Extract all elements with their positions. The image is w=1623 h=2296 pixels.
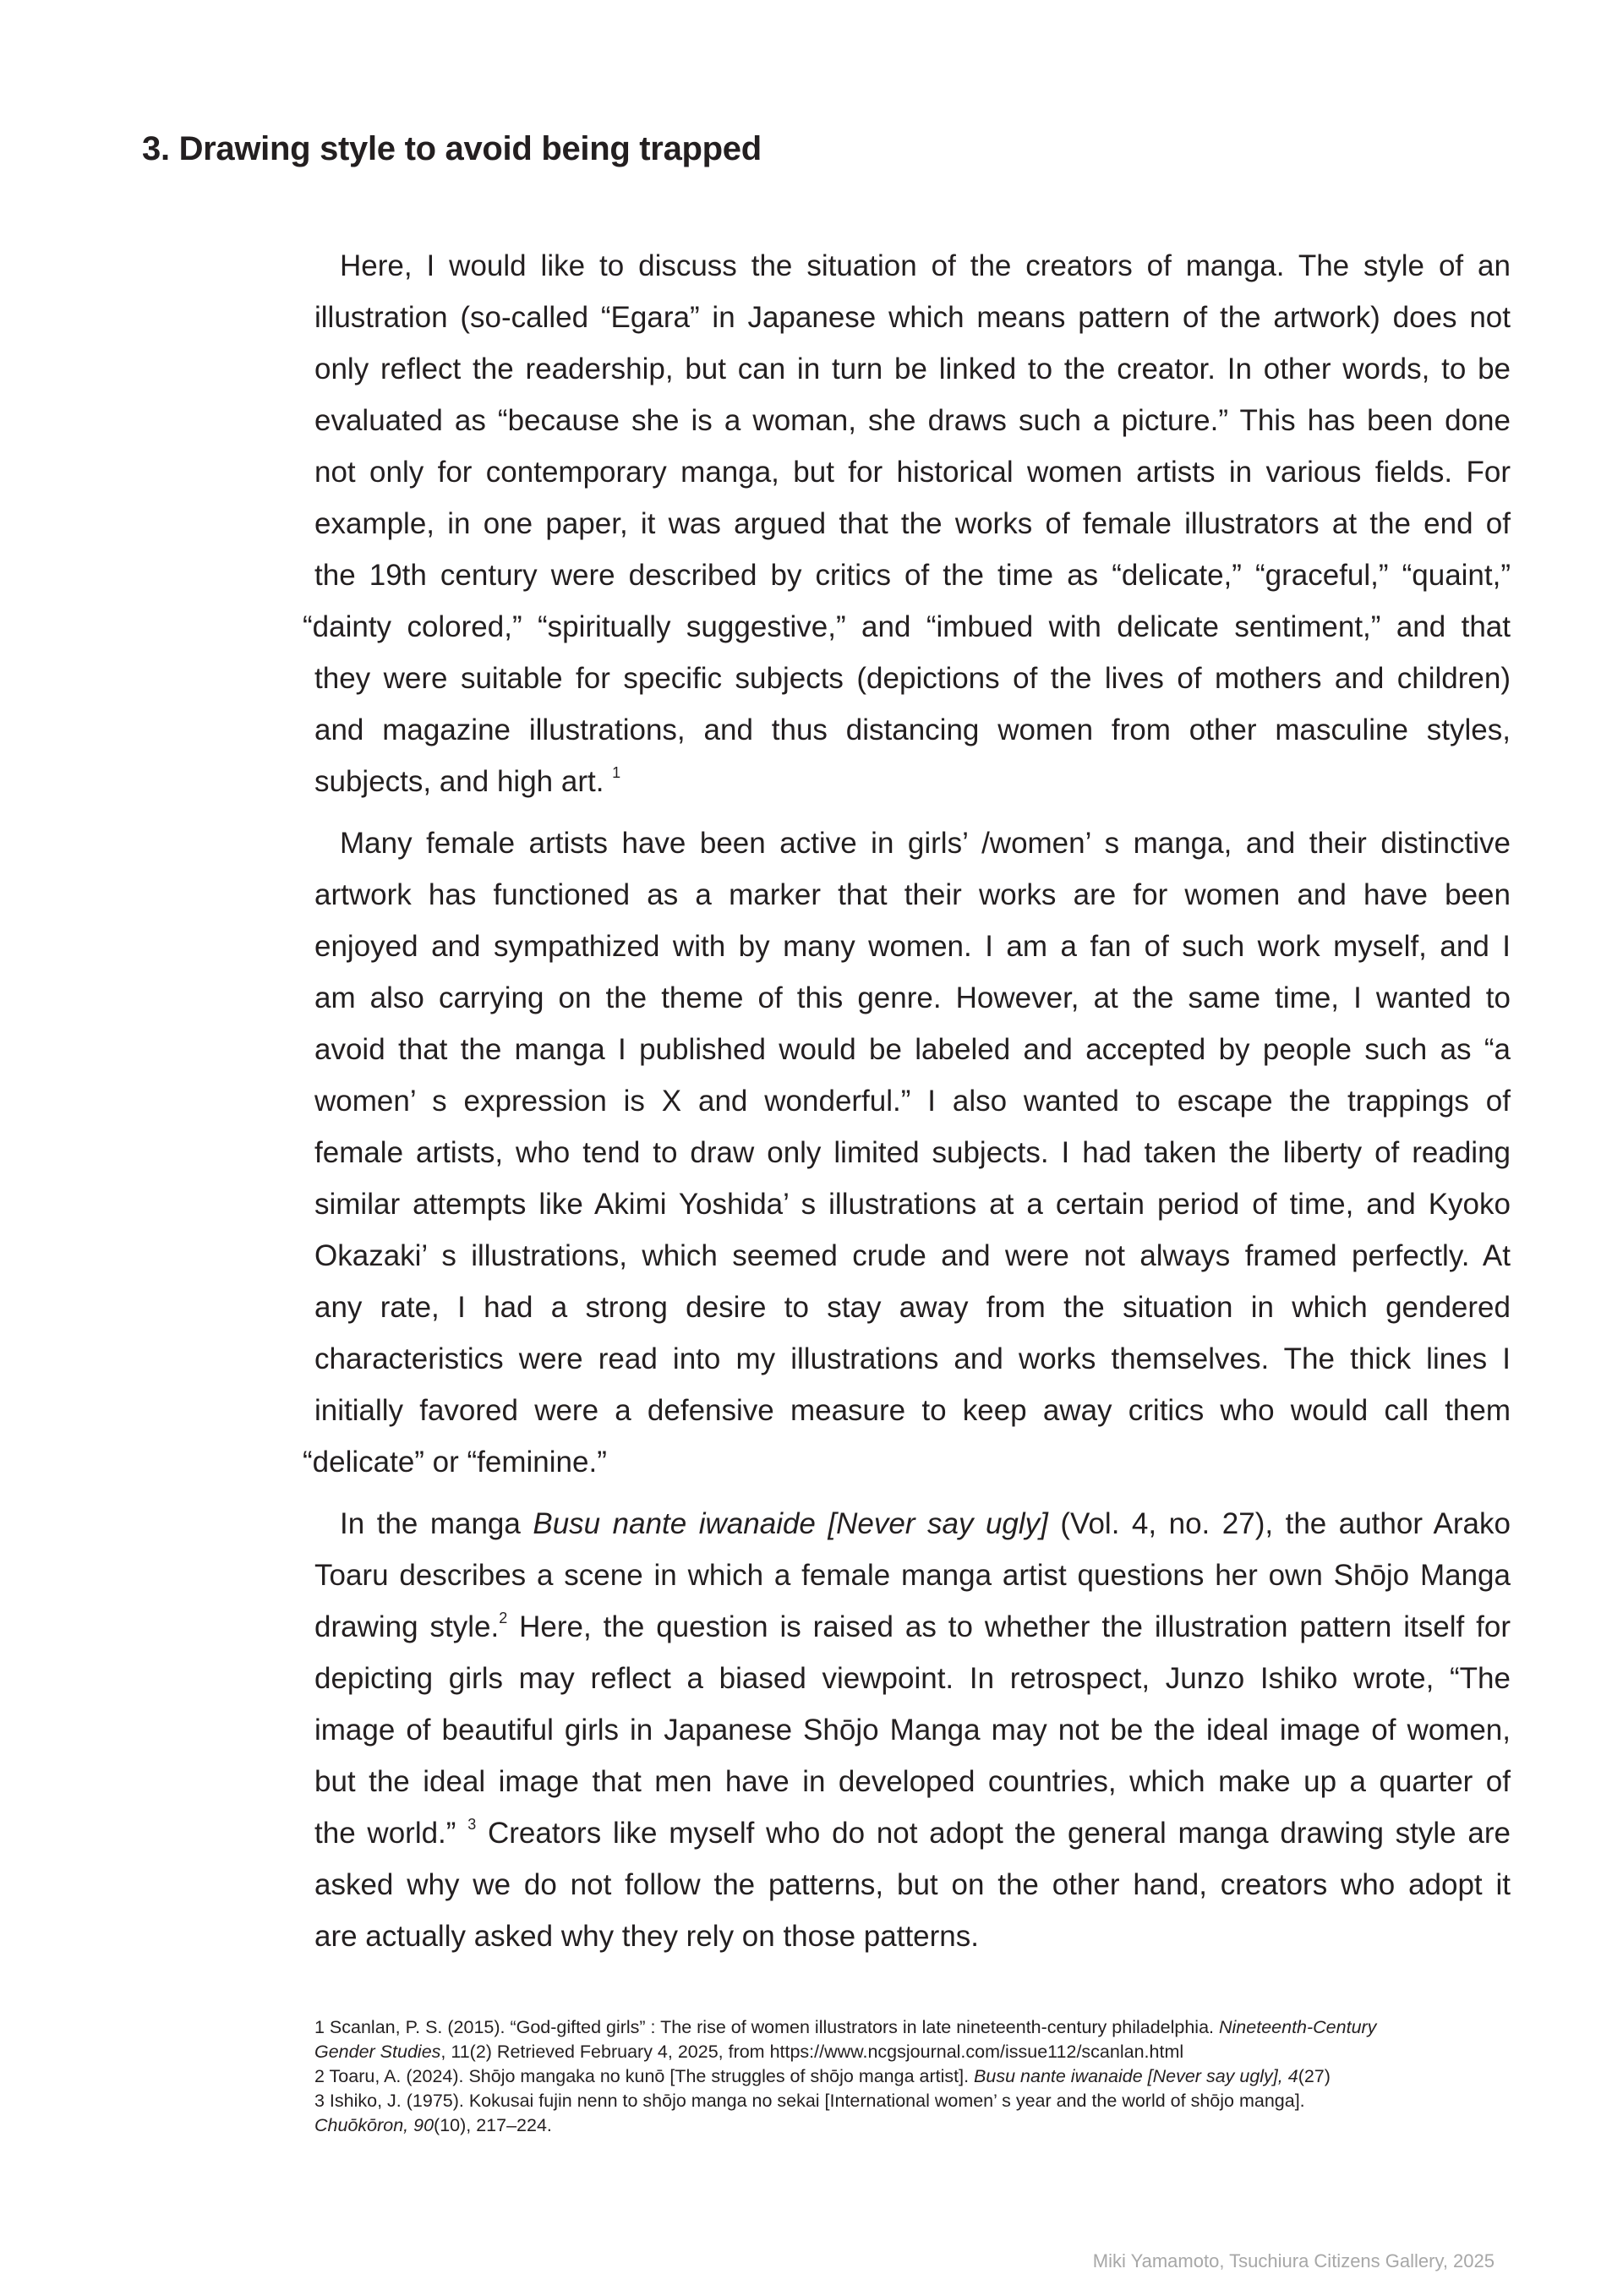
text-fragment: Creators like myself who do not adopt the general manga drawing style are xyxy=(476,1817,1511,1850)
text-line: any rate, I had a strong desire to stay away from the situation in which gendered xyxy=(314,1291,1511,1324)
footnote-line xyxy=(314,2064,1515,2089)
text-fragment: (27) xyxy=(1298,2066,1331,2086)
footnote-line xyxy=(314,2113,1515,2138)
publication-title: Busu nante iwanaide [Never say ugly], 4 xyxy=(974,2066,1298,2086)
footnote-ref-1: 1 xyxy=(612,764,621,781)
text-fragment: (Vol. 4, no. 27), the author Arako xyxy=(1047,1507,1511,1540)
text-line: women’ s expression is X and wonderful.” I also wanted to escape the trappings of xyxy=(314,1085,1511,1118)
text-fragment: , 11(2) Retrieved February 4, 2025, from https://www.ncgsjournal.com/issue112/scanlan.html xyxy=(440,2042,1184,2062)
text-line: not only for contemporary manga, but for historical women artists in various fields. For xyxy=(314,456,1511,489)
footnote-line xyxy=(314,2015,1515,2040)
paragraph-1 xyxy=(303,240,1511,807)
text-line: female artists, who tend to draw only limited subjects. I had taken the liberty of reading xyxy=(314,1136,1511,1169)
text-line: example, in one paper, it was argued that the works of female illustrators at the end of xyxy=(314,507,1511,540)
text-fragment: subjects, and high art. xyxy=(314,765,604,798)
text-line: avoid that the manga I published would be labeled and accepted by people such as “a xyxy=(314,1033,1511,1066)
paragraph-3 xyxy=(314,1498,1511,1962)
text-fragment: 1 Scanlan, P. S. (2015). “God-gifted girls” : The rise of women illustrators in late nineteenth-century philadelphia. xyxy=(314,2017,1219,2037)
text-fragment: Here, the question is raised as to whether the illustration pattern itself for xyxy=(507,1610,1511,1643)
section-heading: 3. Drawing style to avoid being trapped xyxy=(142,130,762,167)
text-line: artwork has functioned as a marker that their works are for women and have been xyxy=(314,878,1511,911)
journal-title: Chuōkōron, 90 xyxy=(314,2115,434,2135)
text-line: are actually asked why they rely on those patterns. xyxy=(314,1920,979,1953)
text-fragment: 2 Toaru, A. (2024). Shōjo mangaka no kunō [The struggles of shōjo manga artist]. xyxy=(314,2066,975,2086)
text-line: they were suitable for specific subjects (depictions of the lives of mothers and children) xyxy=(314,662,1511,695)
paragraph-2 xyxy=(303,817,1511,1488)
text-line: depicting girls may reflect a biased viewpoint. In retrospect, Junzo Ishiko wrote, “The xyxy=(314,1662,1511,1695)
text-fragment: (10), 217–224. xyxy=(434,2115,552,2135)
text-line: Okazaki’ s illustrations, which seemed crude and were not always framed perfectly. At xyxy=(314,1239,1511,1272)
text-line: enjoyed and sympathized with by many women. I am a fan of such work myself, and I xyxy=(314,930,1511,963)
footnote-ref-2: 2 xyxy=(499,1610,508,1626)
footnote-2 xyxy=(314,2064,1515,2089)
manga-title: Busu nante iwanaide [Never say ugly] xyxy=(533,1507,1048,1540)
text-line xyxy=(314,1807,1511,1859)
text-line: Toaru describes a scene in which a female manga artist questions her own Shōjo Manga xyxy=(314,1559,1511,1592)
footnotes xyxy=(314,2015,1515,2138)
text-line: the 19th century were described by critics of the time as “delicate,” “graceful,” “quaint,” xyxy=(314,559,1511,592)
text-line: “dainty colored,” “spiritually suggestive,” and “imbued with delicate sentiment,” and that xyxy=(303,610,1511,643)
footnote-ref-3: 3 xyxy=(467,1816,477,1833)
text-line: Many female artists have been active in girls’ /women’ s manga, and their distinctive xyxy=(340,827,1511,860)
footnote-line xyxy=(314,2040,1515,2064)
text-line: evaluated as “because she is a woman, she draws such a picture.” This has been done xyxy=(314,404,1511,437)
text-line: asked why we do not follow the patterns, but on the other hand, creators who adopt it xyxy=(314,1868,1511,1901)
text-line: Here, I would like to discuss the situation of the creators of manga. The style of an xyxy=(340,249,1511,282)
text-fragment: In the manga xyxy=(340,1507,533,1540)
text-line: similar attempts like Akimi Yoshida’ s illustrations at a certain period of time, and Kyoko xyxy=(314,1188,1511,1221)
text-line xyxy=(314,756,1511,807)
footnote-line: 3 Ishiko, J. (1975). Kokusai fujin nenn to shōjo manga no sekai [International women’ s year and the world of shōjo manga]. xyxy=(314,2091,1305,2111)
body-text xyxy=(303,240,1511,1972)
text-fragment: the world.” xyxy=(314,1817,468,1850)
text-line: and magazine illustrations, and thus distancing women from other masculine styles, xyxy=(314,713,1511,746)
text-line: characteristics were read into my illustrations and works themselves. The thick lines I xyxy=(314,1342,1511,1375)
text-line: illustration (so-called “Egara” in Japanese which means pattern of the artwork) does not xyxy=(314,301,1511,334)
journal-title: Nineteenth-Century xyxy=(1219,2017,1377,2037)
text-line xyxy=(340,1498,1511,1550)
text-line xyxy=(314,1601,1511,1653)
footnote-1 xyxy=(314,2015,1515,2064)
text-fragment: drawing style. xyxy=(314,1610,500,1643)
text-line: initially favored were a defensive measure to keep away critics who would call them xyxy=(314,1394,1511,1427)
text-line: image of beautiful girls in Japanese Shōjo Manga may not be the ideal image of women, xyxy=(314,1714,1511,1747)
footnote-3 xyxy=(314,2089,1515,2138)
text-line: “delicate” or “feminine.” xyxy=(303,1446,607,1479)
text-line: am also carrying on the theme of this genre. However, at the same time, I wanted to xyxy=(314,981,1511,1014)
journal-title: Gender Studies xyxy=(314,2042,441,2062)
text-line: but the ideal image that men have in developed countries, which make up a quarter of xyxy=(314,1765,1511,1798)
text-line: only reflect the readership, but can in turn be linked to the creator. In other words, to be xyxy=(314,353,1511,385)
footer-credit: Miki Yamamoto, Tsuchiura Citizens Gallery, 2025 xyxy=(1092,2250,1495,2271)
